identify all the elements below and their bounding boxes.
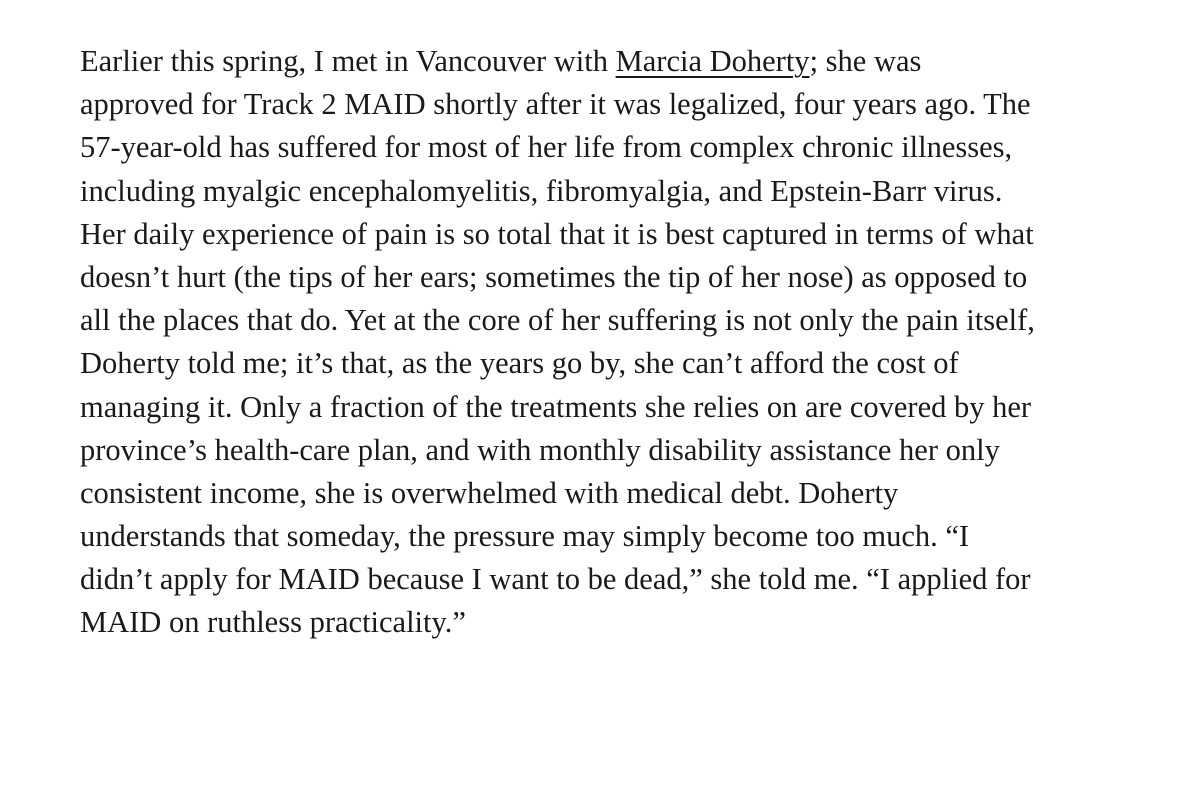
paragraph-line: doesn’t hurt (the tips of her ears; sometimes the tip of her nose) as opposed to <box>80 259 1028 294</box>
paragraph-line: Doherty told me; it’s that, as the years go by, she can’t afford the cost of <box>80 346 959 381</box>
paragraph-line: 57-year-old has suffered for most of her life from complex chronic illnesses, <box>80 130 1013 165</box>
marcia-doherty-link[interactable]: Marcia Doherty <box>615 44 810 78</box>
line-text: Earlier this spring, I met in Vancouver with <box>80 44 616 78</box>
paragraph-line: Her daily experience of pain is so total that it is best captured in terms of what <box>80 216 1034 251</box>
paragraph-line: province’s health-care plan, and with monthly disability assistance her only <box>80 432 1000 467</box>
paragraph-line: all the places that do. Yet at the core of her suffering is not only the pain itself, <box>80 303 1035 338</box>
paragraph-line: consistent income, she is overwhelmed with medical debt. Doherty <box>80 475 899 510</box>
paragraph-line: MAID on ruthless practicality.” <box>80 605 466 640</box>
article-body <box>80 40 1180 645</box>
line-text: ; she was <box>809 44 922 78</box>
paragraph-line <box>80 40 1180 83</box>
paragraph-line: didn’t apply for MAID because I want to be dead,” she told me. “I applied for <box>80 562 1031 597</box>
paragraph-line: approved for Track 2 MAID shortly after it was legalized, four years ago. The <box>80 87 1031 122</box>
article-paragraph <box>80 40 1180 645</box>
paragraph-line: understands that someday, the pressure may simply become too much. “I <box>80 519 970 554</box>
paragraph-line: managing it. Only a fraction of the treatments she relies on are covered by her <box>80 389 1032 424</box>
paragraph-line: including myalgic encephalomyelitis, fibromyalgia, and Epstein-Barr virus. <box>80 173 1003 208</box>
